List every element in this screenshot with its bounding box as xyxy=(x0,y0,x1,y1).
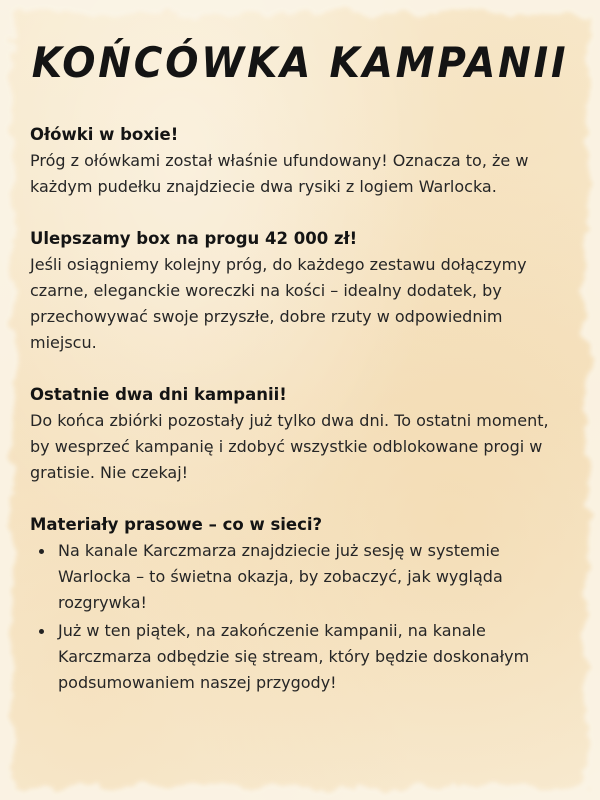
bullet-list xyxy=(30,538,570,696)
section-heading: Ulepszamy box na progu 42 000 zł! xyxy=(30,229,358,248)
section-box-upgrade xyxy=(30,226,570,356)
announcement-content xyxy=(30,122,570,722)
list-item xyxy=(58,538,570,616)
list-item xyxy=(58,618,570,696)
bullet-icon xyxy=(39,629,44,634)
section-last-days xyxy=(30,382,570,486)
list-item-text: Już w ten piątek, na zakończenie kampanii, na kanale Karczmarza odbędzie się stream, który będzie doskonałym podsumowaniem naszej przygody! xyxy=(58,621,530,692)
section-text: Próg z ołówkami został właśnie ufundowany! Oznacza to, że w każdym pudełku znajdziecie dwa rysiki z logiem Warlocka. xyxy=(30,151,529,196)
section-pencils xyxy=(30,122,570,200)
section-heading: Materiały prasowe – co w sieci? xyxy=(30,515,323,534)
page-title: KOŃCÓWKA KAMPANII xyxy=(31,38,569,87)
section-text: Jeśli osiągniemy kolejny próg, do każdego zestawu dołączymy czarne, eleganckie woreczki na kości – idealny dodatek, by przechowywać swoje przyszłe, dobre rzuty w odpowiednim miejscu. xyxy=(30,255,527,352)
section-heading: Ostatnie dwa dni kampanii! xyxy=(30,385,287,404)
bullet-icon xyxy=(39,549,44,554)
section-text: Do końca zbiórki pozostały już tylko dwa dni. To ostatni moment, by wesprzeć kampanię i zdobyć wszystkie odblokowane progi w gratisie. Nie czekaj! xyxy=(30,411,549,482)
section-heading: Ołówki w boxie! xyxy=(30,125,179,144)
list-item-text: Na kanale Karczmarza znajdziecie już sesję w systemie Warlocka – to świetna okazja, by zobaczyć, jak wygląda rozgrywka! xyxy=(58,541,503,612)
section-press-materials xyxy=(30,512,570,696)
